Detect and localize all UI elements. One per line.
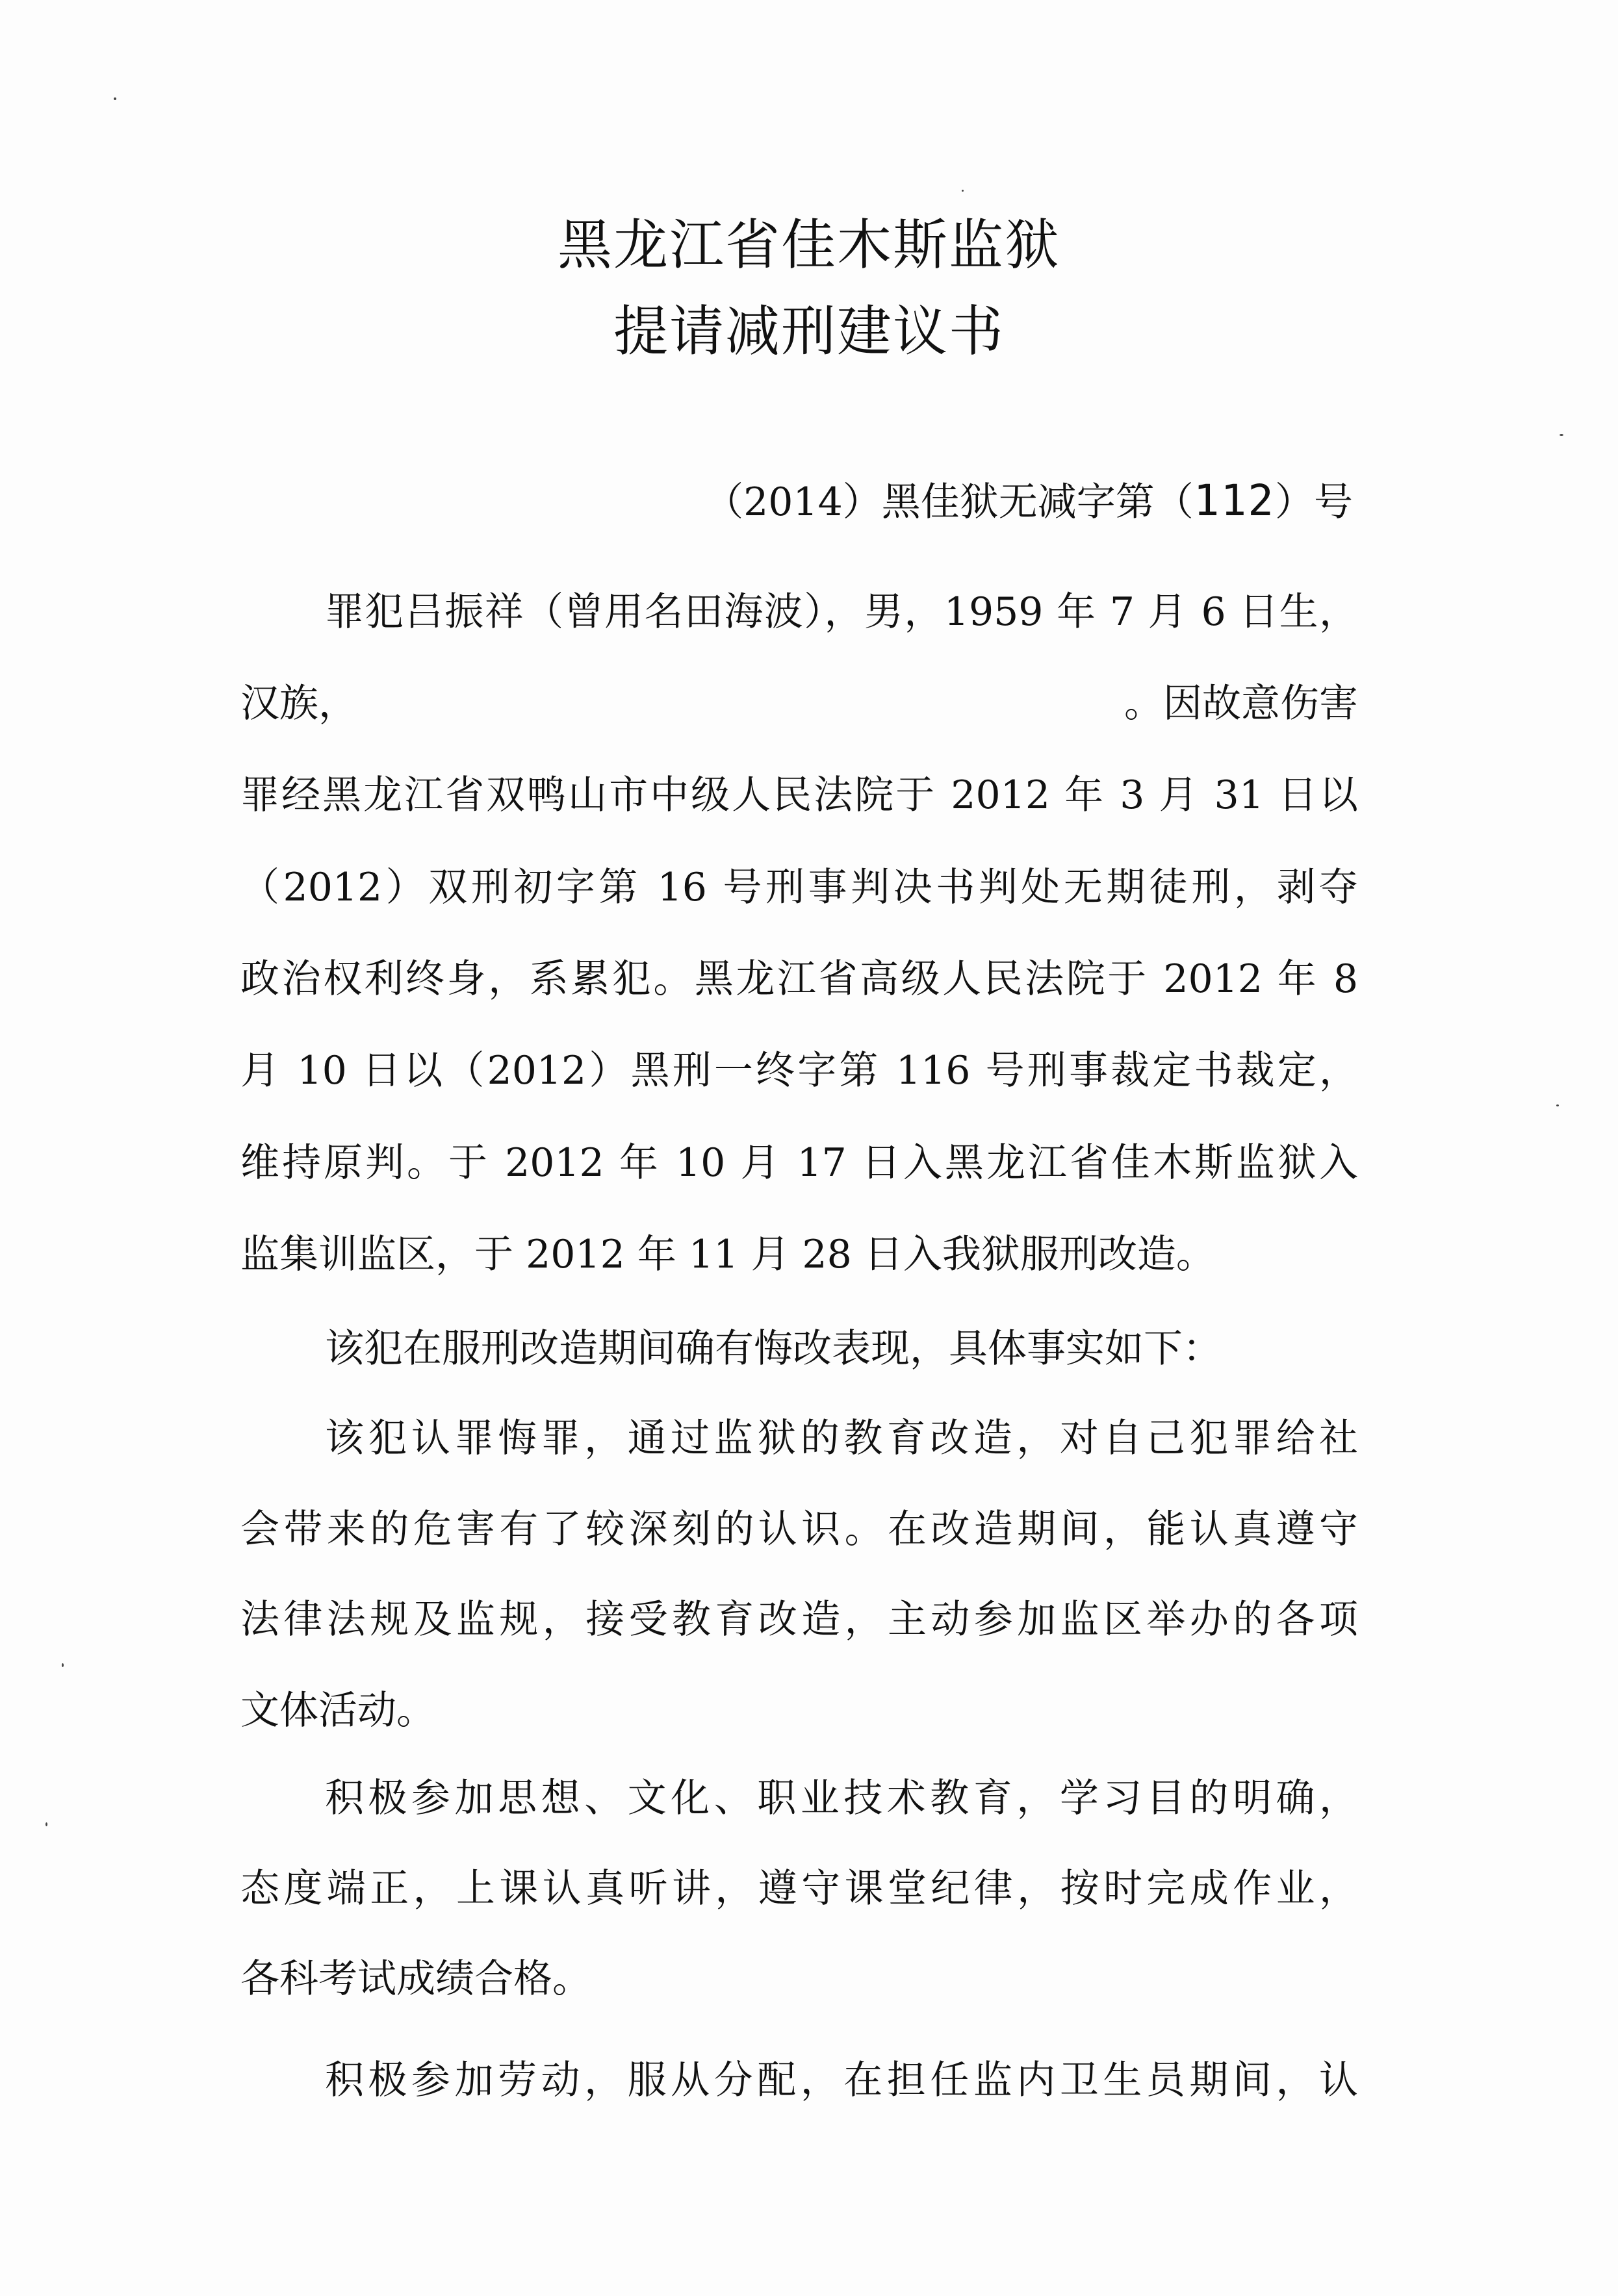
- paragraph-line: 法律法规及监规，接受教育改造，主动参加监区举办的各项: [240, 1597, 1358, 1642]
- paragraph-line: 积极参加思想、文化、职业技术教育，学习目的明确，: [325, 1776, 1358, 1821]
- scan-speck: [45, 1822, 47, 1826]
- paragraph-line: 积极参加劳动，服从分配，在担任监内卫生员期间，认: [325, 2058, 1358, 2103]
- paragraph-line: 罪经黑龙江省双鸭山市中级人民法院于 2012 年 3 月 31 日以: [240, 772, 1358, 818]
- paragraph-line-with-redaction: [240, 681, 1358, 726]
- document-number: [704, 476, 1353, 526]
- paragraph-line: 政治权利终身，系累犯。黑龙江省高级人民法院于 2012 年 8: [240, 956, 1358, 1002]
- paragraph-line-start: 汉族，: [240, 681, 357, 726]
- scan-speck: [62, 1663, 64, 1667]
- document-title-institution: 黑龙江省佳木斯监狱: [557, 213, 1060, 277]
- paragraph-line-end: 。因故意伤害: [1124, 681, 1358, 726]
- paragraph-line: 该犯认罪悔罪，通过监狱的教育改造，对自己犯罪给社: [325, 1416, 1358, 1461]
- paragraph-line: 维持原判。于 2012 年 10 月 17 日入黑龙江省佳木斯监狱入: [240, 1140, 1358, 1186]
- scan-speck: [962, 190, 964, 192]
- scan-speck: [1556, 1104, 1559, 1106]
- paragraph-line: 文体活动。: [240, 1688, 435, 1733]
- paragraph-line: 该犯在服刑改造期间确有悔改表现，具体事实如下：: [325, 1326, 1222, 1371]
- document-title-type: 提请减刑建议书: [613, 300, 1005, 363]
- scan-speck: [114, 97, 116, 100]
- paragraph-line: 罪犯吕振祥（曾用名田海波），男，1959 年 7 月 6 日生，: [325, 589, 1358, 635]
- paragraph-line: 月 10 日以（2012）黑刑一终字第 116 号刑事裁定书裁定，: [240, 1048, 1358, 1093]
- paragraph-line: （2012）双刑初字第 16 号刑事判决书判处无期徒刑，剥夺: [240, 865, 1358, 910]
- document-number-handwritten: 112: [1193, 476, 1275, 526]
- document-number-suffix: ）号: [1275, 479, 1353, 525]
- paragraph-line: 监集训监区，于 2012 年 11 月 28 日入我狱服刑改造。: [240, 1232, 1215, 1277]
- paragraph-line: 态度端正，上课认真听讲，遵守课堂纪律，按时完成作业，: [240, 1866, 1358, 1911]
- document-number-prefix: （2014）黑佳狱无减字第（: [704, 479, 1194, 525]
- paragraph-line: 会带来的危害有了较深刻的认识。在改造期间，能认真遵守: [240, 1507, 1358, 1552]
- paragraph-line: 各科考试成绩合格。: [240, 1956, 591, 2002]
- scan-speck: [1560, 434, 1563, 436]
